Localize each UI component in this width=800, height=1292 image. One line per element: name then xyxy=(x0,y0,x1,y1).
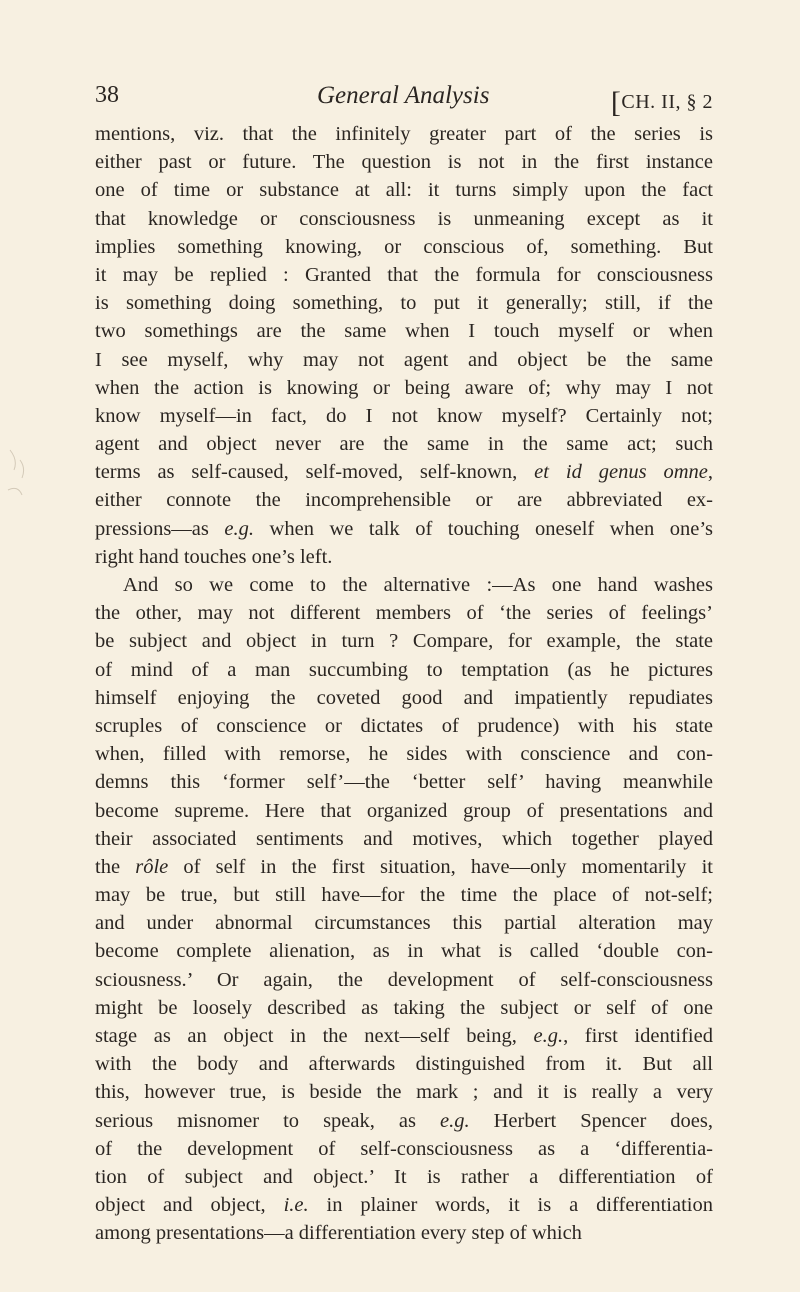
italic-text: e.g. xyxy=(224,517,255,540)
running-title: General Analysis xyxy=(317,82,490,109)
running-header xyxy=(95,82,713,119)
text-segment: one of time or substance at all: it turns simply upon the fact xyxy=(95,179,713,202)
text-line xyxy=(95,458,713,486)
text-line xyxy=(95,148,713,176)
text-segment: object and object, xyxy=(95,1194,284,1217)
text-segment: in plainer words, it is a differentiation xyxy=(308,1194,713,1217)
text-line xyxy=(95,317,713,345)
page-number: 38 xyxy=(95,82,119,108)
text-line xyxy=(95,797,713,825)
text-segment: two somethings are the same when I touch myself or when xyxy=(95,320,713,343)
text-line xyxy=(95,205,713,233)
text-segment: agent and object never are the same in the same act; such xyxy=(95,433,713,456)
text-segment: and under abnormal circumstances this partial alteration may xyxy=(95,912,713,935)
text-segment: that knowledge or consciousness is unmeaning except as it xyxy=(95,207,713,230)
italic-text: et id genus omne xyxy=(534,461,708,484)
text-line xyxy=(95,261,713,289)
text-segment: with the body and afterwards distinguished from it. But all xyxy=(95,1053,713,1076)
text-segment: is something doing something, to put it generally; still, if the xyxy=(95,292,713,315)
text-line xyxy=(95,402,713,430)
text-line xyxy=(95,1163,713,1191)
text-line xyxy=(95,1050,713,1078)
text-segment: become supreme. Here that organized group of presentations and xyxy=(95,799,713,822)
text-segment: either connote the incomprehensible or are abbreviated ex- xyxy=(95,489,713,512)
text-segment: it may be replied : Granted that the formula for consciousness xyxy=(95,263,713,286)
text-line xyxy=(95,768,713,796)
text-line xyxy=(95,233,713,261)
chapter-reference: [CH. II, § 2 xyxy=(610,86,713,119)
text-segment: of mind of a man succumbing to temptation (as he pictures xyxy=(95,658,713,681)
text-segment: himself enjoying the coveted good and impatiently repudiates xyxy=(95,686,713,709)
text-segment: implies something knowing, or conscious of, something. But xyxy=(95,235,713,258)
text-line xyxy=(95,909,713,937)
text-line xyxy=(95,486,713,514)
body-text xyxy=(95,120,713,1248)
italic-text: rôle xyxy=(135,855,169,878)
text-segment: right hand touches one’s left. xyxy=(95,545,333,568)
text-line xyxy=(95,374,713,402)
text-segment: stage as an object in the next—self being, xyxy=(95,1025,534,1047)
chapter-reference-text: CH. II, § 2 xyxy=(621,91,713,113)
text-line xyxy=(95,966,713,994)
text-line xyxy=(95,1191,713,1219)
italic-text: i.e. xyxy=(283,1194,309,1217)
text-line xyxy=(95,515,713,543)
text-line xyxy=(95,994,713,1022)
text-segment: scruples of conscience or dictates of prudence) with his state xyxy=(95,714,713,737)
text-segment: either past or future. The question is not in the first instance xyxy=(95,151,713,174)
text-line xyxy=(95,1078,713,1106)
text-line xyxy=(95,1135,713,1163)
text-line xyxy=(95,1107,713,1135)
text-line xyxy=(95,430,713,458)
text-line xyxy=(95,712,713,740)
text-line xyxy=(95,289,713,317)
text-segment: this, however true, is beside the mark ; and it is really a very xyxy=(95,1081,713,1104)
text-segment: tion of subject and object.’ It is rather a differentiation of xyxy=(95,1165,713,1188)
text-segment: when we talk of touching oneself when one’s xyxy=(254,517,713,540)
text-line xyxy=(95,543,713,571)
text-segment: the other, may not different members of ‘the series of feelings’ xyxy=(95,602,713,625)
text-line xyxy=(95,656,713,684)
text-segment: among presentations—a differentiation every step of which xyxy=(95,1222,582,1245)
text-segment: terms as self-caused, self-moved, self-known, xyxy=(95,461,535,484)
text-segment: when the action is knowing or being aware of; why may I not xyxy=(95,376,713,399)
text-line xyxy=(95,176,713,204)
text-segment: the xyxy=(95,855,136,878)
text-segment: , xyxy=(707,461,713,484)
text-segment: And so we come to the alternative :—As one hand washes xyxy=(123,574,713,596)
text-line xyxy=(95,825,713,853)
text-line xyxy=(95,740,713,768)
text-segment: of self in the first situation, have—only momentarily it xyxy=(168,855,713,878)
italic-text: e.g. xyxy=(533,1025,564,1047)
text-line xyxy=(95,599,713,627)
text-segment: may be true, but still have—for the time the place of not-self; xyxy=(95,884,713,907)
text-line xyxy=(95,853,713,881)
text-segment: when, filled with remorse, he sides with conscience and con- xyxy=(95,743,713,766)
text-segment: their associated sentiments and motives, which together played xyxy=(95,827,713,850)
text-segment: become complete alienation, as in what is called ‘double con- xyxy=(95,940,713,963)
italic-text: e.g. xyxy=(440,1109,470,1132)
text-segment: serious misnomer to speak, as xyxy=(95,1109,440,1132)
text-segment: I see myself, why may not agent and object be the same xyxy=(95,348,713,371)
text-line xyxy=(95,937,713,965)
text-segment: of the development of self-consciousness as a ‘differentia- xyxy=(95,1137,713,1160)
text-segment: be subject and object in turn ? Compare, for example, the state xyxy=(95,630,713,653)
text-line xyxy=(95,881,713,909)
text-line xyxy=(95,120,713,148)
text-line xyxy=(95,571,713,599)
text-segment: know myself—in fact, do I not know myself? Certainly not; xyxy=(95,404,713,427)
text-line xyxy=(95,627,713,655)
text-segment: Herbert Spencer does, xyxy=(469,1109,714,1132)
text-segment: might be loosely described as taking the subject or self of one xyxy=(95,996,713,1019)
text-line xyxy=(95,1022,713,1050)
text-segment: pressions—as xyxy=(95,517,225,540)
text-line xyxy=(95,1219,713,1247)
text-segment: sciousness.’ Or again, the development of self-consciousness xyxy=(95,968,713,991)
margin-annotation-marks xyxy=(0,440,40,510)
text-line xyxy=(95,346,713,374)
text-segment: , first identified xyxy=(563,1025,713,1047)
text-segment: mentions, viz. that the infinitely greater part of the series is xyxy=(95,123,713,145)
text-segment: demns this ‘former self’—the ‘better self’ having meanwhile xyxy=(95,771,713,794)
text-line xyxy=(95,684,713,712)
